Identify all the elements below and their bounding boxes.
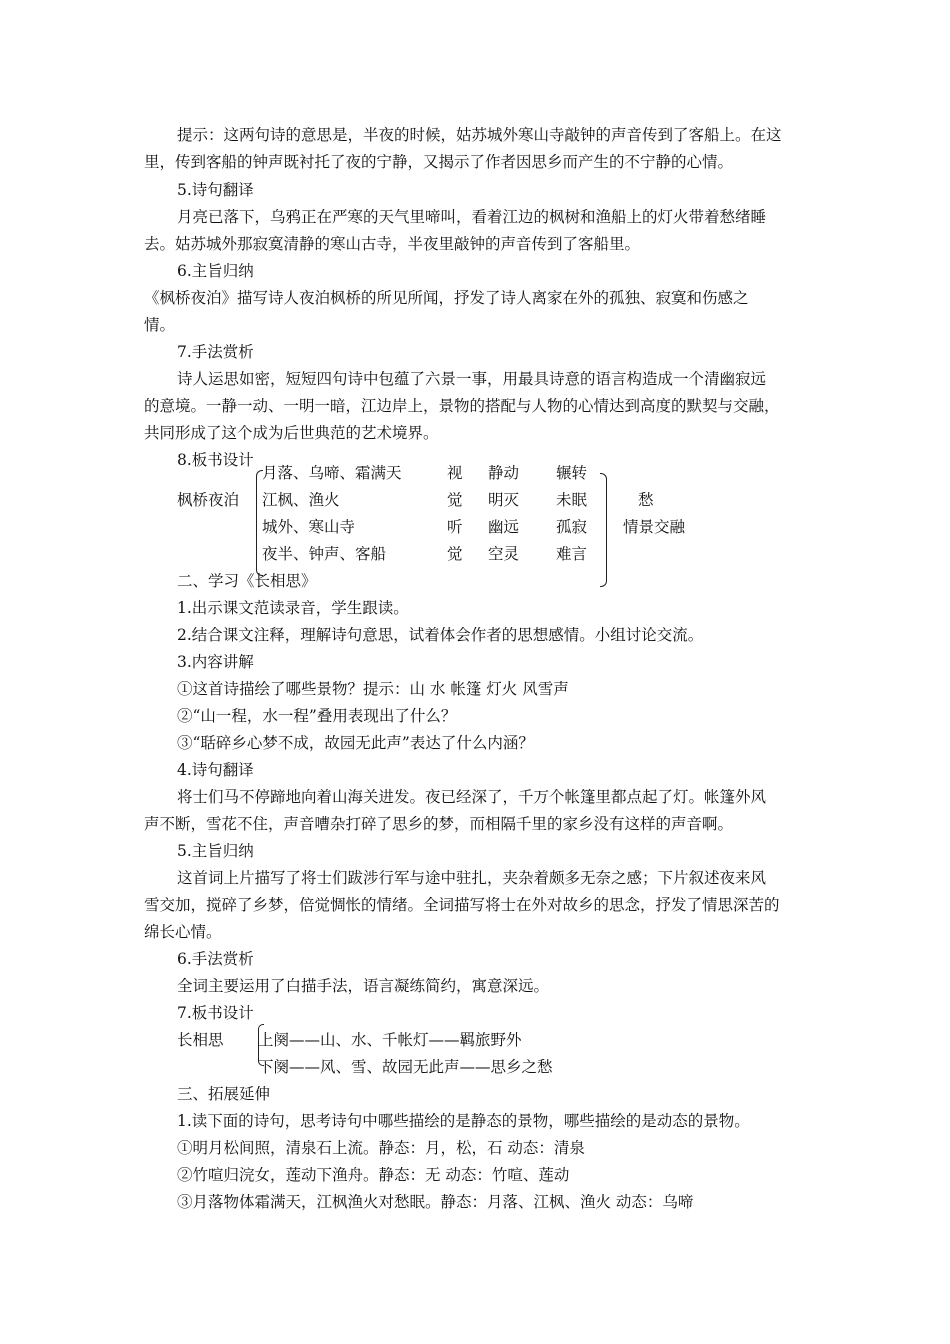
right-brace (600, 473, 607, 587)
text-line: 全词主要运用了白描手法，语言凝练简约，寓意深远。 (177, 977, 550, 995)
text-line: 去。姑苏城外那寂寞清静的寒山古寺，半夜里敲钟的声音传到了客船里。 (144, 235, 641, 253)
section-heading: 7.板书设计 (177, 1004, 254, 1022)
text-line: 情。 (144, 316, 176, 334)
section-heading: 8.板书设计 (177, 451, 254, 469)
section-heading: 6.手法赏析 (177, 950, 254, 968)
section-heading: 5.诗句翻译 (177, 181, 254, 199)
section-heading: 7.手法赏析 (177, 343, 254, 361)
text-line: 的意境。一静一动、一明一暗，江边岸上，景物的搭配与人物的心情达到高度的默契与交融， (144, 397, 780, 415)
board-feature: 明灭 (488, 491, 520, 509)
board-emotion: 孤寂 (556, 518, 588, 536)
text-line: ①明月松间照，清泉石上流。静态：月，松，石 动态：清泉 (177, 1139, 585, 1157)
section-title: 三、拓展延伸 (177, 1085, 271, 1103)
text-line: 1.出示课文范读录音，学生跟读。 (177, 599, 409, 617)
board-sense: 视 (447, 464, 463, 482)
text-line: ③“聒碎乡心梦不成，故园无此声”表达了什么内涵？ (177, 734, 534, 752)
text-line: 声不断，雪花不住，声音嘈杂打碎了思乡的梦，而相隔千里的家乡没有这样的声音啊。 (144, 815, 734, 833)
text-line: ①这首诗描绘了哪些景物？提示：山 水 帐篷 灯火 风雪声 (177, 680, 569, 698)
board-feature: 幽远 (488, 518, 520, 536)
text-line: 里，传到客船的钟声既衬托了夜的宁静，又揭示了作者因思乡而产生的不宁静的心情。 (144, 153, 734, 171)
board-title: 长相思 (177, 1031, 224, 1049)
text-line: 诗人运思如密，短短四句诗中包蕴了六景一事，用最具诗意的语言构造成一个清幽寂远 (177, 370, 767, 388)
board-emotion: 难言 (556, 545, 588, 563)
board-summary: 愁 (638, 491, 654, 509)
section-heading: 5.主旨归纳 (177, 842, 254, 860)
section-heading: 4.诗句翻译 (177, 761, 254, 779)
board-emotion: 辗转 (556, 464, 588, 482)
text-line: ②“山一程，水一程”叠用表现出了什么？ (177, 707, 457, 725)
text-line: 雪交加，搅碎了乡梦，倍觉惆怅的情绪。全词描写将士在外对故乡的思念，抒发了情思深苦的 (144, 896, 780, 914)
text-line: 绵长心情。 (144, 923, 222, 941)
board-sense: 听 (447, 518, 463, 536)
board-emotion: 未眠 (556, 491, 588, 509)
section-heading: 6.主旨归纳 (177, 262, 254, 280)
text-line: ②竹喧归浣女，莲动下渔舟。静态：无 动态：竹喧、莲动 (177, 1166, 570, 1184)
board-summary: 情景交融 (623, 518, 686, 536)
board-title: 枫桥夜泊 (177, 491, 240, 509)
text-line: 《枫桥夜泊》描写诗人夜泊枫桥的所见所闻，抒发了诗人离家在外的孤独、寂寞和伤感之 (144, 289, 749, 307)
board-line: 下阕——风、雪、故园无此声——思乡之愁 (258, 1058, 553, 1076)
text-line: 2.结合课文注释，理解诗句意思，试着体会作者的思想感情。小组讨论交流。 (177, 626, 704, 644)
text-line: 共同形成了这个成为后世典范的艺术境界。 (144, 424, 439, 442)
board-feature: 空灵 (488, 545, 520, 563)
board-scene: 夜半、钟声、客船 (262, 545, 387, 563)
board-scene: 城外、寒山寺 (262, 518, 356, 536)
board-line: 上阕——山、水、千帐灯——羁旅野外 (258, 1031, 522, 1049)
text-line: 月亮已落下，乌鸦正在严寒的天气里啼叫，看着江边的枫树和渔船上的灯火带着愁绪睡 (177, 208, 767, 226)
text-line: 这首词上片描写了将士们跋涉行军与途中驻扎，夹杂着颇多无奈之感；下片叙述夜来风 (177, 869, 767, 887)
text-line: 1.读下面的诗句，思考诗句中哪些描绘的是静态的景物，哪些描绘的是动态的景物。 (177, 1112, 750, 1130)
section-title: 二、学习《长相思》 (177, 572, 317, 590)
board-sense: 觉 (447, 491, 463, 509)
board-scene: 月落、乌啼、霜满天 (262, 464, 402, 482)
board-feature: 静动 (488, 464, 520, 482)
board-sense: 觉 (447, 545, 463, 563)
text-line: 提示：这两句诗的意思是，半夜的时候，姑苏城外寒山寺敲钟的声音传到了客船上。在这 (177, 126, 782, 144)
board-scene: 江枫、渔火 (262, 491, 340, 509)
text-line: ③月落物体霜满天，江枫渔火对愁眠。静态：月落、江枫、渔火 动态：乌啼 (177, 1193, 694, 1211)
text-line: 将士们马不停蹄地向着山海关进发。夜已经深了，千万个帐篷里都点起了灯。帐篷外风 (177, 788, 767, 806)
section-heading: 3.内容讲解 (177, 653, 254, 671)
